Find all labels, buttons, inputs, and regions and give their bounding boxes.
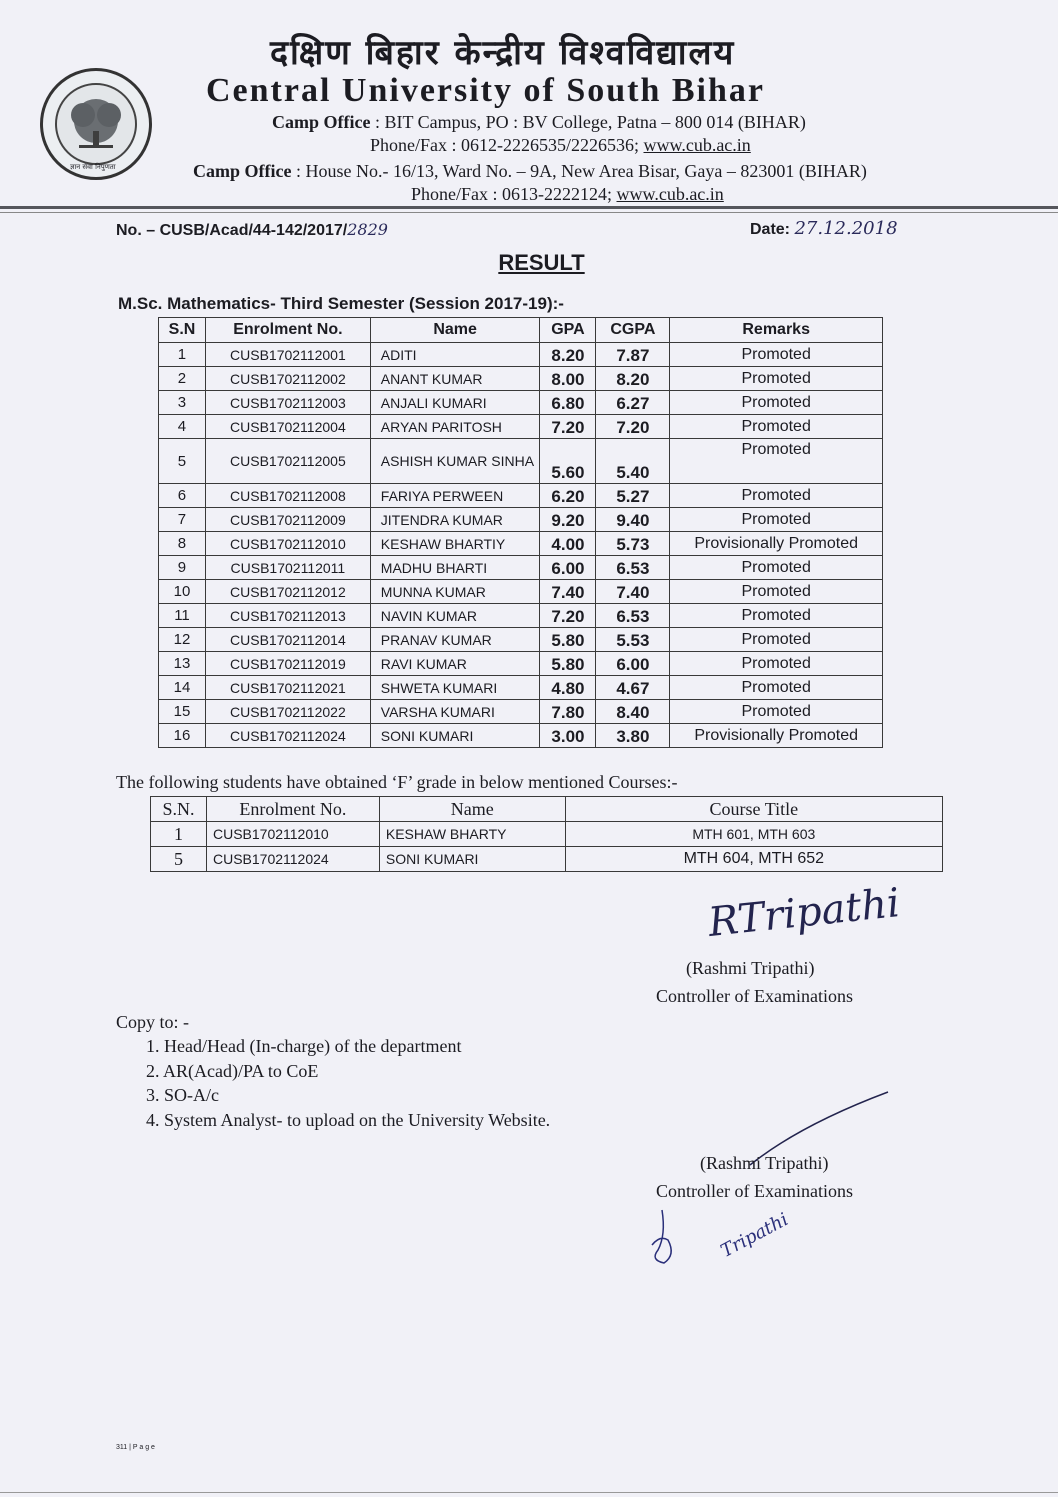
row-enrolment: CUSB1702112014 bbox=[205, 628, 370, 652]
row-remarks: Provisionally Promoted bbox=[670, 724, 883, 748]
table-row bbox=[159, 604, 883, 628]
camp-office-patna: Camp Office : BIT Campus, PO : BV College, Patna – 800 014 (BIHAR) bbox=[272, 112, 806, 132]
row-remarks: Promoted bbox=[670, 508, 883, 532]
signatory-title: Controller of Examinations bbox=[656, 986, 853, 1006]
page-title: RESULT bbox=[498, 250, 585, 275]
row-cgpa: 5.40 bbox=[596, 439, 670, 484]
row-remarks: Promoted bbox=[670, 367, 883, 391]
row-name: ASHISH KUMAR SINHA bbox=[370, 439, 540, 484]
logo-motto: ज्ञान सेवा निपुणता bbox=[70, 163, 116, 171]
row-remarks: Promoted bbox=[670, 580, 883, 604]
row-remarks: Promoted bbox=[670, 556, 883, 580]
row-cgpa: 7.40 bbox=[596, 580, 670, 604]
list-item: 3. SO-A/c bbox=[146, 1085, 219, 1105]
row-cgpa: 6.53 bbox=[596, 556, 670, 580]
row-gpa: 5.80 bbox=[540, 628, 596, 652]
row-gpa: 4.00 bbox=[540, 532, 596, 556]
table-row bbox=[151, 847, 943, 872]
result-subtitle: M.Sc. Mathematics- Third Semester (Session 2017-19):- bbox=[118, 294, 564, 313]
table-row bbox=[159, 391, 883, 415]
row-name: ANANT KUMAR bbox=[370, 367, 540, 391]
page-number: 311 | P a g e bbox=[116, 1444, 155, 1451]
row-sn: 13 bbox=[159, 652, 206, 676]
col-name: Name bbox=[379, 797, 565, 822]
reference-number: No. – CUSB/Acad/44-142/2017/2829 bbox=[116, 220, 388, 239]
row-enrolment: CUSB1702112012 bbox=[205, 580, 370, 604]
signatory-name: (Rashmi Tripathi) bbox=[686, 958, 815, 978]
col-remarks: Remarks bbox=[670, 318, 883, 343]
row-name: FARIYA PERWEEN bbox=[370, 484, 540, 508]
table-row bbox=[159, 724, 883, 748]
table-row bbox=[159, 628, 883, 652]
row-gpa: 9.20 bbox=[540, 508, 596, 532]
row-enrolment: CUSB1702112011 bbox=[205, 556, 370, 580]
row-name: NAVIN KUMAR bbox=[370, 604, 540, 628]
fgrade-table bbox=[150, 796, 943, 872]
row-name: KESHAW BHARTY bbox=[379, 822, 565, 847]
university-name: Central University of South Bihar bbox=[206, 72, 765, 109]
row-enrolment: CUSB1702112008 bbox=[205, 484, 370, 508]
row-name: SONI KUMARI bbox=[370, 724, 540, 748]
copy-to-list bbox=[146, 1034, 550, 1132]
copy-to-label: Copy to: - bbox=[116, 1012, 190, 1032]
row-cgpa: 9.40 bbox=[596, 508, 670, 532]
row-gpa: 6.00 bbox=[540, 556, 596, 580]
col-name: Name bbox=[370, 318, 540, 343]
row-remarks: Promoted bbox=[670, 628, 883, 652]
results-header-row bbox=[159, 318, 883, 343]
list-item: 2. AR(Acad)/PA to CoE bbox=[146, 1060, 319, 1081]
fgrade-intro: The following students have obtained ‘F’ grade in below mentioned Courses:- bbox=[116, 772, 678, 792]
row-enrolment: CUSB1702112010 bbox=[205, 532, 370, 556]
row-sn: 5 bbox=[151, 847, 207, 872]
row-cgpa: 7.87 bbox=[596, 343, 670, 367]
website-link[interactable]: www.cub.ac.in bbox=[616, 184, 724, 204]
table-row bbox=[159, 367, 883, 391]
row-name: MADHU BHARTI bbox=[370, 556, 540, 580]
table-row bbox=[159, 652, 883, 676]
row-sn: 1 bbox=[151, 822, 207, 847]
row-cgpa: 3.80 bbox=[596, 724, 670, 748]
row-cgpa: 8.40 bbox=[596, 700, 670, 724]
results-table bbox=[158, 317, 883, 748]
row-enrolment: CUSB1702112021 bbox=[205, 676, 370, 700]
table-row bbox=[159, 700, 883, 724]
row-remarks: Promoted bbox=[670, 415, 883, 439]
handwritten-signature: RTripathi bbox=[706, 880, 902, 946]
row-gpa: 4.80 bbox=[540, 676, 596, 700]
row-sn: 12 bbox=[159, 628, 206, 652]
row-gpa: 7.80 bbox=[540, 700, 596, 724]
row-gpa: 5.80 bbox=[540, 652, 596, 676]
row-remarks: Promoted bbox=[670, 652, 883, 676]
row-gpa: 3.00 bbox=[540, 724, 596, 748]
list-item: 1. Head/Head (In-charge) of the department bbox=[146, 1036, 462, 1056]
row-remarks: Promoted bbox=[670, 604, 883, 628]
row-name: VARSHA KUMARI bbox=[370, 700, 540, 724]
table-row bbox=[159, 484, 883, 508]
row-name: ARYAN PARITOSH bbox=[370, 415, 540, 439]
row-sn: 3 bbox=[159, 391, 206, 415]
row-sn: 5 bbox=[159, 439, 206, 484]
row-sn: 16 bbox=[159, 724, 206, 748]
handwritten-initials: Tripathi bbox=[717, 1209, 792, 1262]
camp-office-patna-phone: Phone/Fax : 0612-2226535/2226536; www.cub.ac.in bbox=[370, 135, 751, 155]
row-gpa: 7.20 bbox=[540, 415, 596, 439]
row-name: ADITI bbox=[370, 343, 540, 367]
row-enrolment: CUSB1702112024 bbox=[206, 847, 379, 872]
col-gpa: GPA bbox=[540, 318, 596, 343]
row-cgpa: 5.53 bbox=[596, 628, 670, 652]
row-name: SONI KUMARI bbox=[379, 847, 565, 872]
row-gpa: 7.20 bbox=[540, 604, 596, 628]
university-name-hindi: दक्षिण बिहार केन्द्रीय विश्वविद्यालय bbox=[270, 33, 736, 73]
signatory-title: Controller of Examinations bbox=[656, 1181, 853, 1201]
website-link[interactable]: www.cub.ac.in bbox=[643, 135, 751, 155]
row-sn: 9 bbox=[159, 556, 206, 580]
row-enrolment: CUSB1702112009 bbox=[205, 508, 370, 532]
table-row bbox=[159, 676, 883, 700]
row-enrolment: CUSB1702112019 bbox=[205, 652, 370, 676]
row-sn: 6 bbox=[159, 484, 206, 508]
row-name: KESHAW BHARTIY bbox=[370, 532, 540, 556]
row-sn: 1 bbox=[159, 343, 206, 367]
row-enrolment: CUSB1702112013 bbox=[205, 604, 370, 628]
header-divider bbox=[0, 206, 1058, 209]
row-name: ANJALI KUMARI bbox=[370, 391, 540, 415]
row-enrolment: CUSB1702112010 bbox=[206, 822, 379, 847]
row-sn: 7 bbox=[159, 508, 206, 532]
row-enrolment: CUSB1702112002 bbox=[205, 367, 370, 391]
row-enrolment: CUSB1702112003 bbox=[205, 391, 370, 415]
row-cgpa: 6.53 bbox=[596, 604, 670, 628]
col-course-title: Course Title bbox=[565, 797, 942, 822]
row-name: JITENDRA KUMAR bbox=[370, 508, 540, 532]
row-name: RAVI KUMAR bbox=[370, 652, 540, 676]
row-enrolment: CUSB1702112005 bbox=[205, 439, 370, 484]
row-gpa: 5.60 bbox=[540, 439, 596, 484]
col-enrolment: Enrolment No. bbox=[205, 318, 370, 343]
table-row bbox=[159, 532, 883, 556]
row-name: PRANAV KUMAR bbox=[370, 628, 540, 652]
row-sn: 8 bbox=[159, 532, 206, 556]
row-remarks: Promoted bbox=[670, 343, 883, 367]
row-remarks: Promoted bbox=[670, 439, 883, 484]
row-gpa: 7.40 bbox=[540, 580, 596, 604]
page-bottom-line bbox=[0, 1492, 1058, 1493]
camp-office-gaya: Camp Office : House No.- 16/13, Ward No. – 9A, New Area Bisar, Gaya – 823001 (BIHAR) bbox=[193, 161, 867, 181]
col-sn: S.N bbox=[159, 318, 206, 343]
col-cgpa: CGPA bbox=[596, 318, 670, 343]
row-enrolment: CUSB1702112004 bbox=[205, 415, 370, 439]
row-sn: 15 bbox=[159, 700, 206, 724]
row-gpa: 6.20 bbox=[540, 484, 596, 508]
table-row bbox=[159, 580, 883, 604]
col-enrolment: Enrolment No. bbox=[206, 797, 379, 822]
row-remarks: Promoted bbox=[670, 391, 883, 415]
row-remarks: Promoted bbox=[670, 484, 883, 508]
table-row bbox=[159, 415, 883, 439]
row-sn: 14 bbox=[159, 676, 206, 700]
row-name: SHWETA KUMARI bbox=[370, 676, 540, 700]
row-name: MUNNA KUMAR bbox=[370, 580, 540, 604]
signatory-name: (Rashmi Tripathi) bbox=[700, 1153, 829, 1173]
row-cgpa: 7.20 bbox=[596, 415, 670, 439]
row-enrolment: CUSB1702112022 bbox=[205, 700, 370, 724]
table-row bbox=[159, 439, 883, 484]
table-row bbox=[159, 508, 883, 532]
fgrade-header-row bbox=[151, 797, 943, 822]
row-sn: 11 bbox=[159, 604, 206, 628]
row-remarks: Provisionally Promoted bbox=[670, 532, 883, 556]
row-cgpa: 8.20 bbox=[596, 367, 670, 391]
row-sn: 4 bbox=[159, 415, 206, 439]
row-cgpa: 4.67 bbox=[596, 676, 670, 700]
table-row bbox=[151, 822, 943, 847]
col-sn: S.N. bbox=[151, 797, 207, 822]
camp-office-gaya-phone: Phone/Fax : 0613-2222124; www.cub.ac.in bbox=[411, 184, 724, 204]
row-sn: 2 bbox=[159, 367, 206, 391]
row-enrolment: CUSB1702112001 bbox=[205, 343, 370, 367]
row-sn: 10 bbox=[159, 580, 206, 604]
row-enrolment: CUSB1702112024 bbox=[205, 724, 370, 748]
initials-mark bbox=[640, 1205, 690, 1275]
row-gpa: 6.80 bbox=[540, 391, 596, 415]
row-courses: MTH 604, MTH 652 bbox=[565, 847, 942, 872]
header-divider-thin bbox=[0, 212, 1058, 213]
table-row bbox=[159, 343, 883, 367]
row-cgpa: 5.27 bbox=[596, 484, 670, 508]
document-date: Date: 27.12.2018 bbox=[750, 218, 898, 239]
row-courses: MTH 601, MTH 603 bbox=[565, 822, 942, 847]
row-gpa: 8.00 bbox=[540, 367, 596, 391]
table-row bbox=[159, 556, 883, 580]
row-remarks: Promoted bbox=[670, 700, 883, 724]
list-item: 4. System Analyst- to upload on the University Website. bbox=[146, 1109, 551, 1130]
row-gpa: 8.20 bbox=[540, 343, 596, 367]
row-cgpa: 5.73 bbox=[596, 532, 670, 556]
row-cgpa: 6.00 bbox=[596, 652, 670, 676]
row-remarks: Promoted bbox=[670, 676, 883, 700]
row-cgpa: 6.27 bbox=[596, 391, 670, 415]
